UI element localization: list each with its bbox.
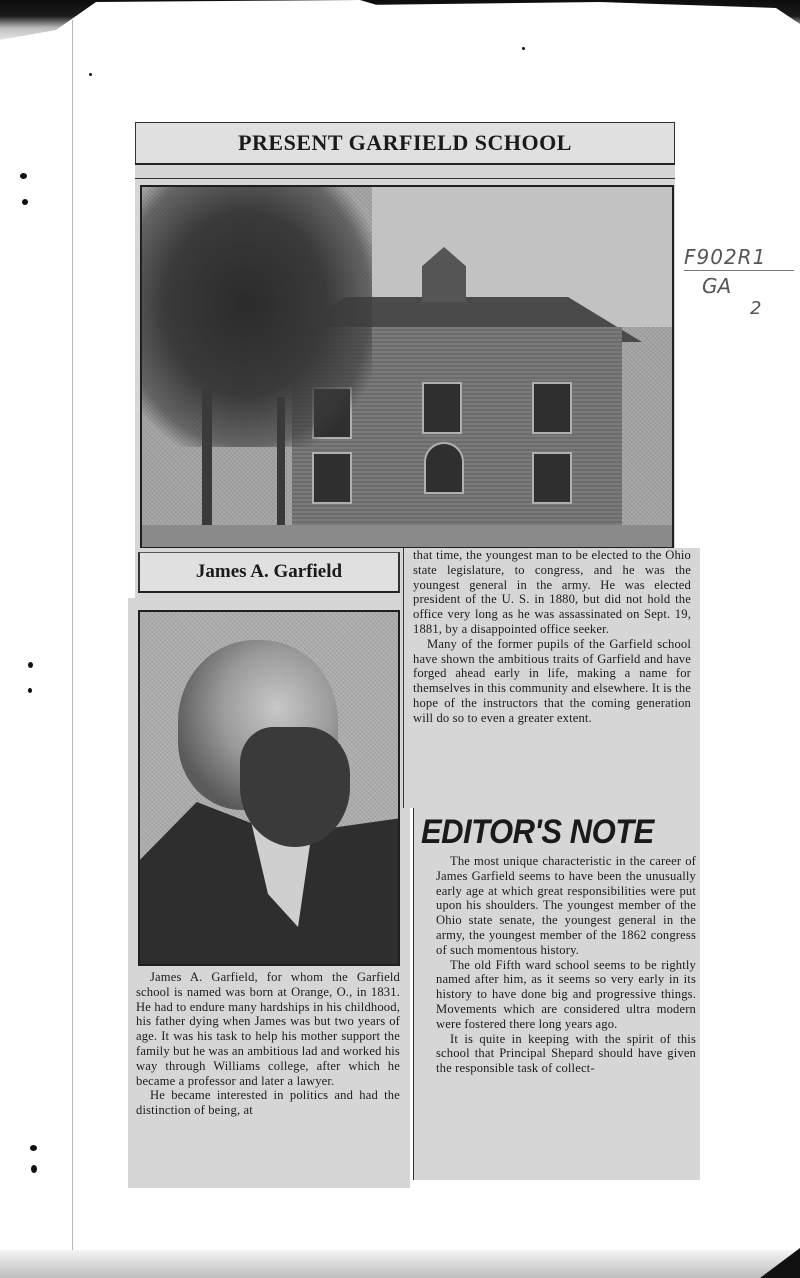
window [532,382,572,434]
annotation-sub: GA [702,274,732,298]
binding-hole-mark [28,688,32,693]
tree-trunk [277,397,285,527]
name-heading: James A. Garfield [195,561,343,582]
clipping-article-continuation [403,548,700,808]
binding-hole-mark [31,1165,37,1173]
article-paragraph: The old Fifth ward school seems to be rightly named after him, as it seems so very early in its history to have done big and progressive things. Movements which are considered ultra modern were fostered there long years ago. [436,957,696,1031]
clipping-school-photo [135,122,675,550]
article-paragraph: It is quite in keeping with the spirit of this school that Principal Shepard should have given the responsible task of collect- [436,1031,696,1076]
binding-hole-mark [28,662,33,668]
binding-hole-mark [20,173,27,179]
rule-divider [135,178,675,179]
annotation-number: 2 [750,298,762,319]
scan-top-edge [0,0,800,40]
page-fold-line [72,20,73,1278]
editors-note-text [436,854,696,1076]
speck [89,73,92,76]
scan-bottom-edge [0,1250,800,1278]
article-paragraph: that time, the youngest man to be elected to the Ohio state legislature, to congress, and he was the youngest general in the army. He was elected president of the U. S. in 1880, but did not hold the office very long as he was assassinated on Sept. 19, 1881, by a disappointed office seeker. [413,548,691,636]
portrait-photo [138,610,400,966]
article-paragraph: The most unique characteristic in the career of James Garfield seems to have been the unusually early age at which great responsibilities were put upon his shoulders. The youngest member of the Ohio state senate, the youngest general in the army, the youngest member of the 1862 congress of such momentous history. [436,854,696,957]
clipping-name-heading [135,548,405,598]
article-paragraph: He became interested in politics and had the distinction of being, at [136,1088,400,1118]
annotation-reference: F902R1 [684,246,794,271]
tree-trunk [202,387,212,527]
headline-box [135,122,675,165]
window [312,452,352,504]
speck [522,47,525,50]
editors-note-heading: EDITOR'S NOTE [421,812,654,851]
beard [240,727,350,847]
binding-hole-mark [30,1145,37,1151]
name-heading-box [138,552,400,593]
clipping-portrait-article [128,598,410,1188]
window [532,452,572,504]
portrait-article-text [136,970,400,1118]
headline: PRESENT GARFIELD SCHOOL [238,130,572,155]
school-photo [140,185,674,549]
arched-doorway [424,442,464,494]
article-paragraph: James A. Garfield, for whom the Garfield school is named was born at Orange, O., in 1831. He had to endure many hardships in his childhood, his father dying when James was but two years of age. It was his task to help his mother support the family but he was an ambitious lad and worked his way through Williams college, after which he became a professor and later a lawyer. [136,970,400,1088]
window [422,382,462,434]
binding-hole-mark [22,199,28,205]
tree [142,187,372,447]
continuation-text [413,548,691,726]
article-paragraph: Many of the former pupils of the Garfield school have shown the ambitious traits of Garfield and have forged ahead early in life, making a name for themselves in this community and elsewhere. It is the hope of the instructors that the coming generation will do so to even a greater extent. [413,636,691,725]
clipping-editors-note [413,808,700,1180]
ground [142,525,672,547]
handwritten-annotation [684,246,794,319]
